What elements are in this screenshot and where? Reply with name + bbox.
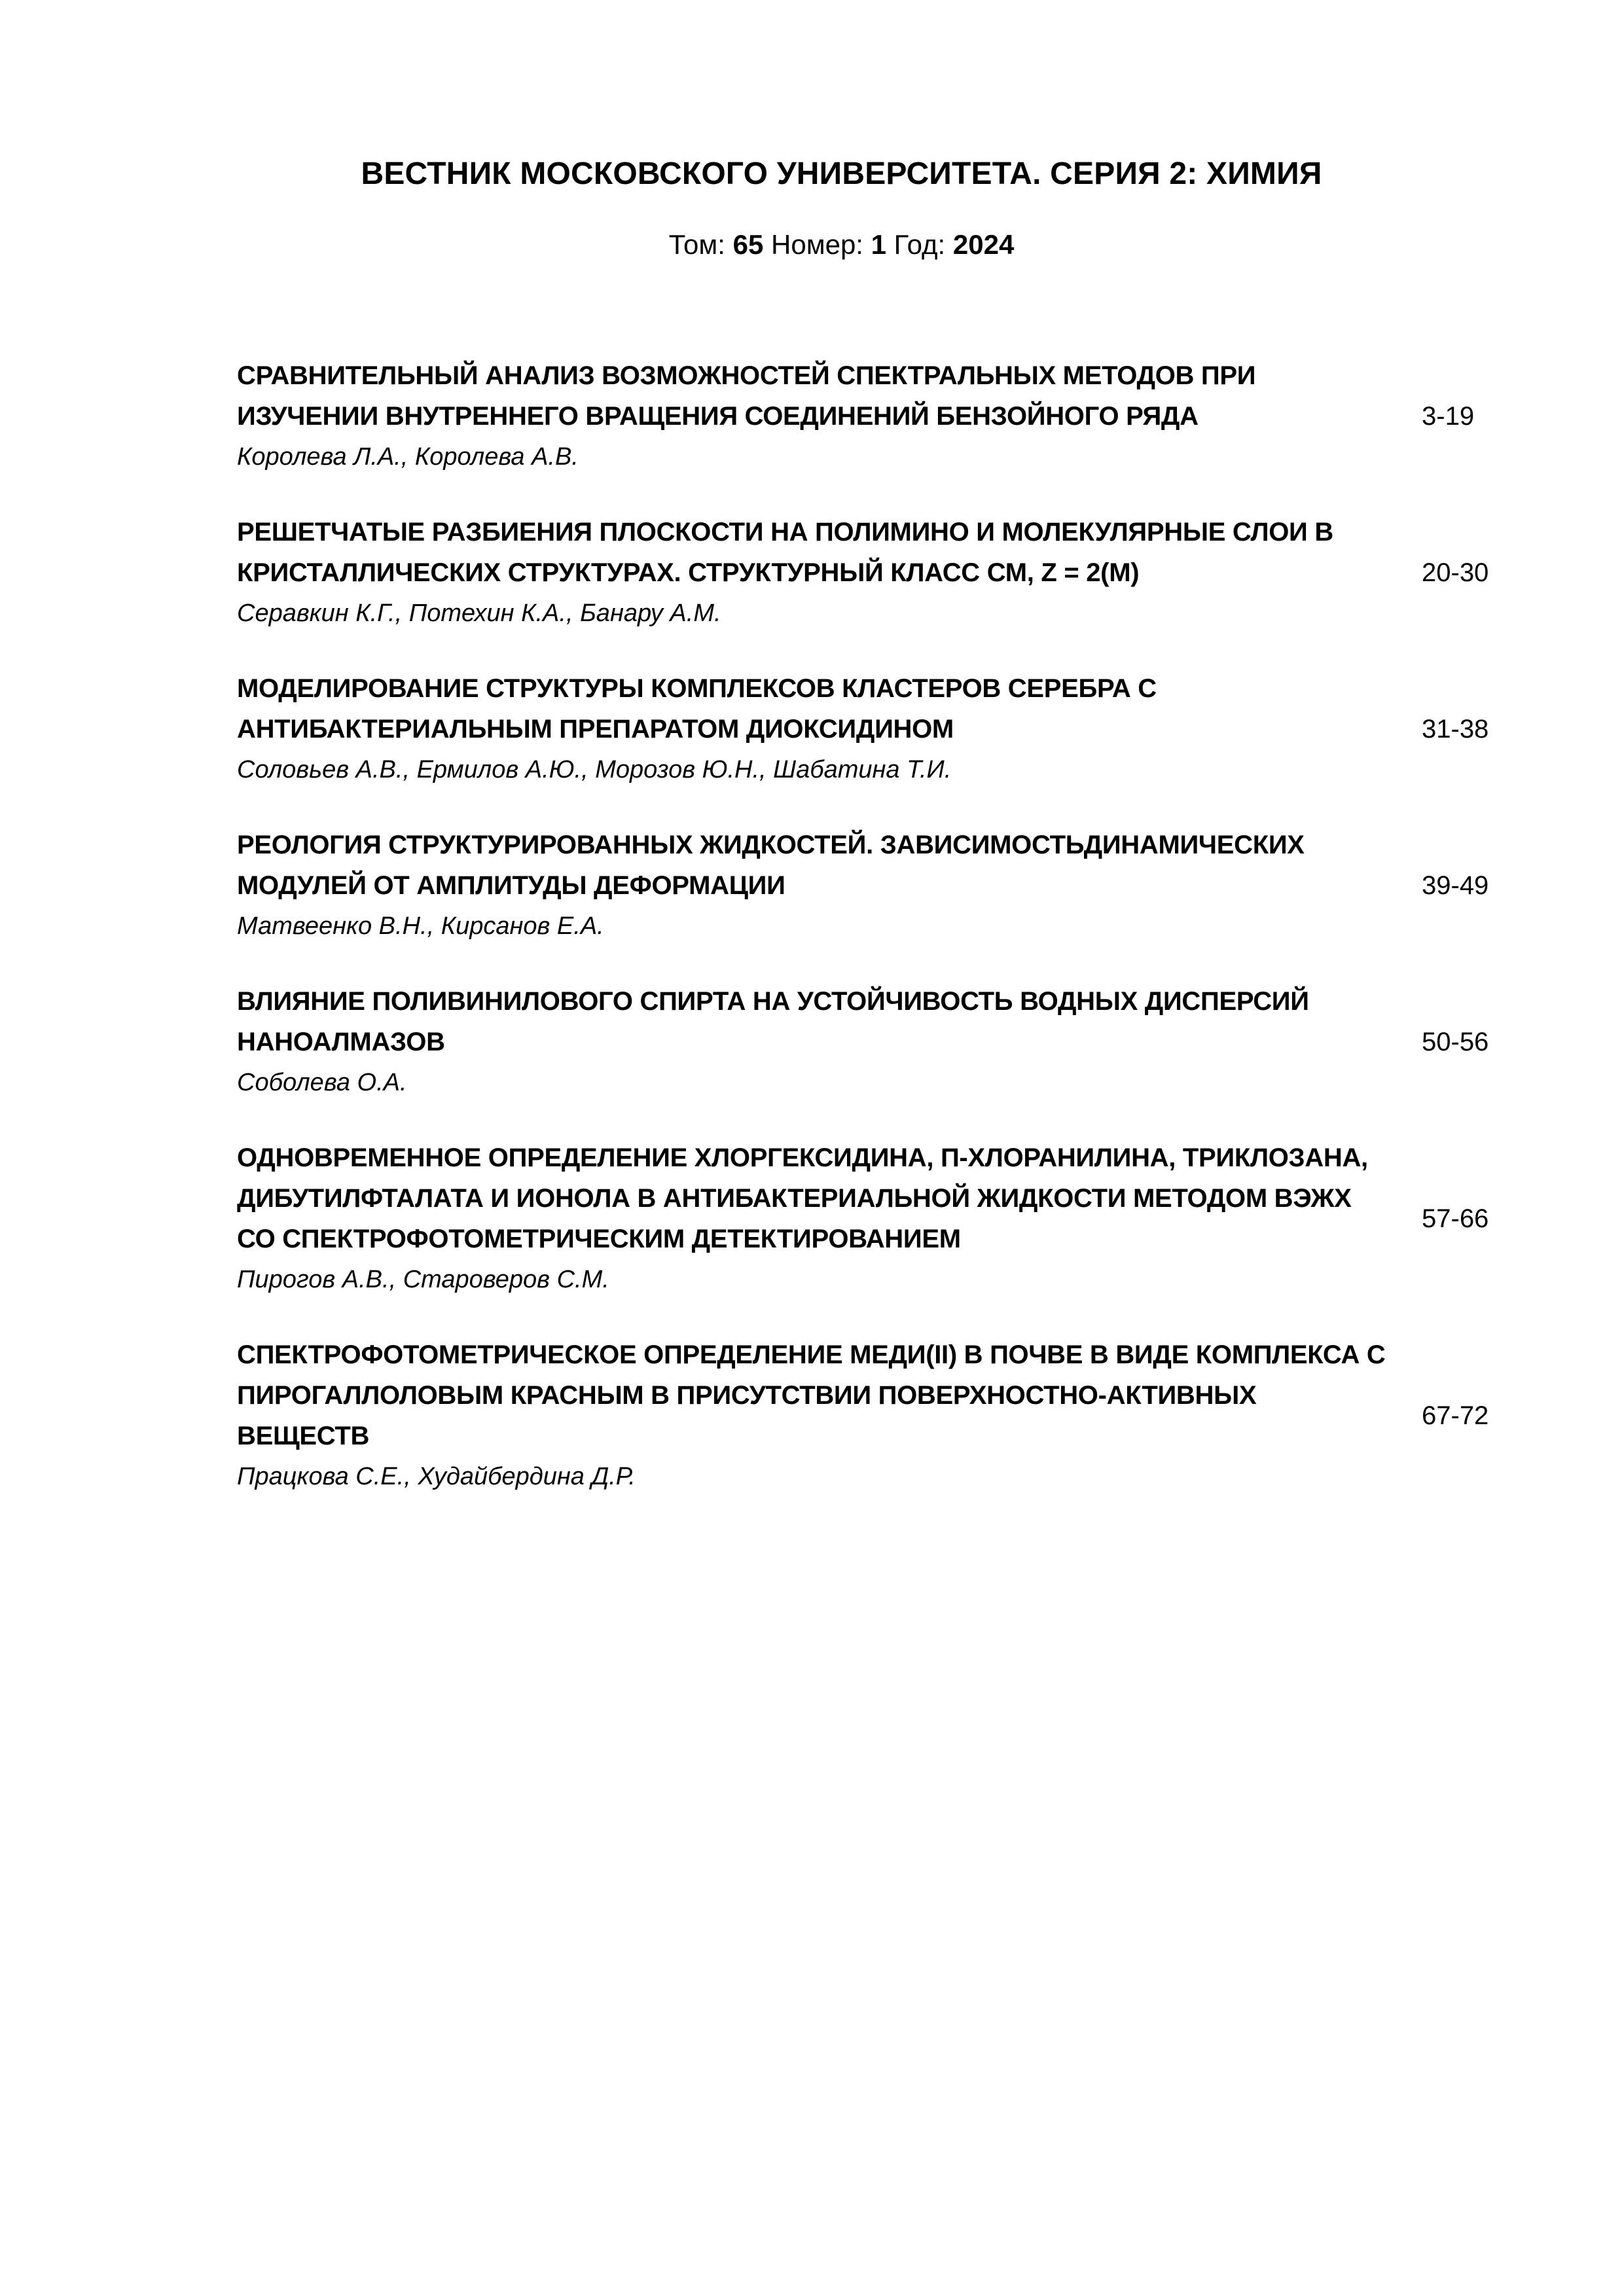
toc-entry-body [237,981,1396,1103]
toc-entry-body [237,1138,1396,1300]
toc-entry-body [237,825,1396,946]
article-title[interactable]: ВЛИЯНИЕ ПОЛИВИНИЛОВОГО СПИРТА НА УСТОЙЧИВОСТЬ ВОДНЫХ ДИСПЕРСИЙ НАНОАЛМАЗОВ [237,987,1309,1056]
issue-info [0,229,1624,260]
volume-label: Том: [668,229,725,260]
article-authors: Матвеенко В.Н., Кирсанов Е.А. [237,912,604,940]
year-value: 2024 [952,229,1015,260]
toc-entry-body [237,512,1396,634]
number-label: Номер: [771,229,863,260]
article-title[interactable]: РЕОЛОГИЯ СТРУКТУРИРОВАННЫХ ЖИДКОСТЕЙ. ЗАВИСИМОСТЬДИНАМИЧЕСКИХ МОДУЛЕЙ ОТ АМПЛИТУДЫ ДЕФОРМАЦИИ [237,831,1305,900]
article-pages: 31-38 [1422,714,1489,744]
article-authors: Працкова С.Е., Худайбердина Д.Р. [237,1463,636,1490]
number-value: 1 [871,229,886,260]
toc-entry[interactable] [237,512,1489,634]
toc-entry[interactable] [237,825,1489,946]
article-authors: Серавкин К.Г., Потехин К.А., Банару А.М. [237,600,721,627]
toc-entry-body [237,355,1396,477]
toc-entry[interactable] [237,355,1481,477]
toc-entry[interactable] [237,668,1489,790]
article-pages: 20-30 [1422,558,1489,587]
article-pages: 50-56 [1422,1027,1489,1056]
article-authors: Королева Л.А., Королева А.В. [237,443,579,471]
article-title[interactable]: МОДЕЛИРОВАНИЕ СТРУКТУРЫ КОМПЛЕКСОВ КЛАСТЕРОВ СЕРЕБРА С АНТИБАКТЕРИАЛЬНЫМ ПРЕПАРАТОМ ДИОКСИДИНОМ [237,674,1157,744]
volume-value: 65 [732,229,764,260]
article-pages: 67-72 [1422,1401,1489,1430]
toc-entry-body [237,1335,1396,1497]
toc-entry[interactable] [237,1138,1489,1300]
article-authors: Пирогов А.В., Староверов С.М. [237,1266,609,1293]
article-pages: 3-19 [1422,401,1475,431]
article-title[interactable]: ОДНОВРЕМЕННОЕ ОПРЕДЕЛЕНИЕ ХЛОРГЕКСИДИНА, П-ХЛОРАНИЛИНА, ТРИКЛОЗАНА, ДИБУТИЛФТАЛАТА И ИОНОЛА В АНТИБАКТЕРИАЛЬНОЙ ЖИДКОСТИ МЕТОДОМ ВЭЖХ СО СПЕКТРОФОТОМЕТРИЧЕСКИМ ДЕТЕКТИРОВАНИЕМ [237,1143,1368,1253]
article-title[interactable]: СРАВНИТЕЛЬНЫЙ АНАЛИЗ ВОЗМОЖНОСТЕЙ СПЕКТРАЛЬНЫХ МЕТОДОВ ПРИ ИЗУЧЕНИИ ВНУТРЕННЕГО ВРАЩЕНИЯ СОЕДИНЕНИЙ БЕНЗОЙНОГО РЯДА [237,361,1256,431]
year-label: Год: [893,229,946,260]
article-pages: 39-49 [1422,870,1489,900]
article-authors: Соболева О.А. [237,1069,407,1096]
toc-entry-body [237,668,1396,790]
toc-entry[interactable] [237,981,1489,1103]
article-title[interactable]: РЕШЕТЧАТЫЕ РАЗБИЕНИЯ ПЛОСКОСТИ НА ПОЛИМИНО И МОЛЕКУЛЯРНЫЕ СЛОИ В КРИСТАЛЛИЧЕСКИХ СТРУКТУРАХ. СТРУКТУРНЫЙ КЛАСС СМ, Z = 2(М) [237,518,1333,587]
table-of-contents [237,355,1489,1532]
toc-entry[interactable] [237,1335,1489,1497]
article-authors: Соловьев А.В., Ермилов А.Ю., Морозов Ю.Н., Шабатина Т.И. [237,756,952,783]
journal-title: ВЕСТНИК МОСКОВСКОГО УНИВЕРСИТЕТА. СЕРИЯ 2: ХИМИЯ [361,156,1322,191]
article-pages: 57-66 [1422,1204,1489,1233]
article-title[interactable]: СПЕКТРОФОТОМЕТРИЧЕСКОЕ ОПРЕДЕЛЕНИЕ МЕДИ(II) В ПОЧВЕ В ВИДЕ КОМПЛЕКСА С ПИРОГАЛЛОЛОВЫМ КРАСНЫМ В ПРИСУТСТВИИ ПОВЕРХНОСТНО-АКТИВНЫХ ВЕЩЕСТВ [237,1340,1386,1450]
